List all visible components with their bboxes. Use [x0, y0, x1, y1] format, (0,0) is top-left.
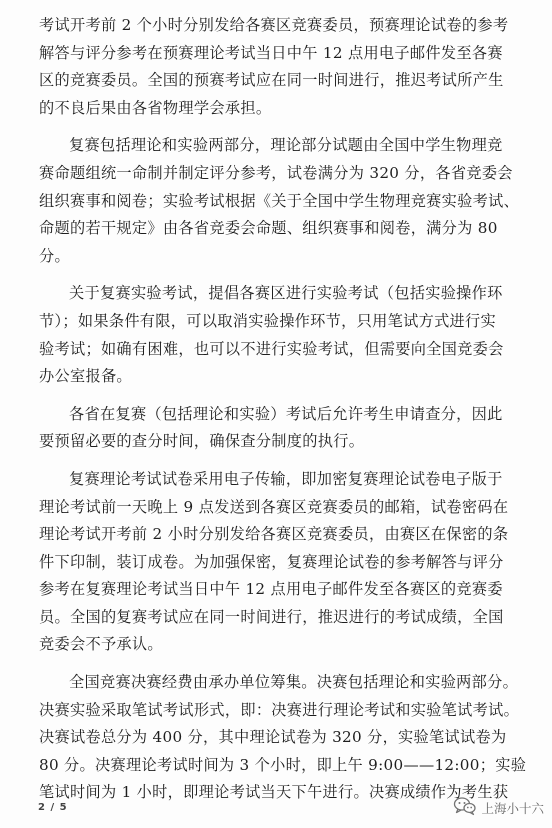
paragraph-1 [39, 12, 517, 122]
text-line: 全国竞赛决赛经费由承办单位筹集。决赛包括理论和实验两部分。 [69, 673, 519, 692]
text-line: 80 分。决赛理论考试时间为 3 个小时，即上午 9:00——12:00；实验 [39, 755, 527, 774]
text-line: 办公室报备。 [39, 367, 132, 386]
text-line: 参考在复赛理论考试当日中午 12 点用电子邮件发至各赛区的竞赛委 [39, 580, 503, 599]
document-body [39, 12, 527, 817]
text-line: 员。全国的复赛考试应在同一时间进行，推迟进行的考试成绩，全国 [39, 607, 504, 626]
text-line: 的不良后果由各省物理学会承担。 [39, 98, 272, 117]
page-footer [0, 788, 552, 828]
paragraph-5 [39, 466, 517, 659]
text-line: 复赛理论考试试卷采用电子传输，即加密复赛理论试卷电子版于 [69, 469, 503, 488]
text-line: 组织赛事和阅卷；实验考试根据《关于全国中学生物理竞赛实验考试、 [39, 191, 520, 210]
wechat-icon [453, 796, 477, 819]
text-line: 竞委会不予承认。 [39, 635, 163, 654]
text-line: 赛命题组统一命制并制定评分参考，试卷满分为 320 分，各省竞委会 [39, 163, 513, 182]
text-line: 复赛包括理论和实验两部分，理论部分试题由全国中学生物理竞 [69, 136, 503, 155]
paragraph-4 [39, 401, 517, 456]
text-line: 命题的若干规定》由各省竞委会命题、组织赛事和阅卷，满分为 80 [39, 219, 498, 238]
paragraph-3 [39, 280, 517, 390]
text-line: 决赛试卷总分为 400 分，其中理论试卷为 320 分，实验笔试试卷为 [39, 728, 507, 747]
text-line: 各省在复赛（包括理论和实验）考试后允许考生申请查分，因此 [69, 404, 503, 423]
paragraph-6 [39, 669, 527, 807]
text-line: 决赛实验采取笔试考试形式，即：决赛进行理论考试和实验笔试考试。 [39, 700, 520, 719]
text-line: 考试开考前 2 个小时分别发给各赛区竞赛委员，预赛理论试卷的参考 [39, 16, 509, 34]
text-line: 节）；如果条件有限，可以取消实验操作环节，只用笔试方式进行实 [39, 311, 497, 330]
text-line: 理论考试前一天晚上 9 点发送到各赛区竞赛委员的邮箱，试卷密码在 [39, 497, 509, 516]
text-line: 笔试时间为 1 小时，即理论考试当天下午进行。决赛成绩作为考生获 [39, 783, 509, 802]
watermark [453, 796, 544, 819]
text-line: 验考试；如确有困难，也可以不进行实验考试，但需要向全国竞委会 [39, 339, 504, 358]
text-line: 解答与评分参考在预赛理论考试当日中午 12 点用电子邮件发至各赛 [39, 43, 503, 62]
paragraph-2 [39, 132, 520, 270]
watermark-text: 上海小十六 [481, 800, 544, 816]
text-line: 分。 [39, 246, 70, 265]
page-number: 2 / 5 [38, 802, 68, 813]
text-line: 理论考试开考前 2 小时分别发给各赛区竞赛委员，由赛区在保密的条 [39, 525, 509, 544]
text-line: 件下印制，装订成卷。为加强保密，复赛理论试卷的参考解答与评分 [39, 552, 504, 571]
text-line: 要预留必要的查分时间，确保查分制度的执行。 [39, 432, 365, 451]
text-line: 关于复赛实验考试，提倡各赛区进行实验考试（包括实验操作环 [69, 284, 503, 303]
text-line: 区的竞赛委员。全国的预赛考试应在同一时间进行，推迟考试所产生 [39, 71, 504, 90]
